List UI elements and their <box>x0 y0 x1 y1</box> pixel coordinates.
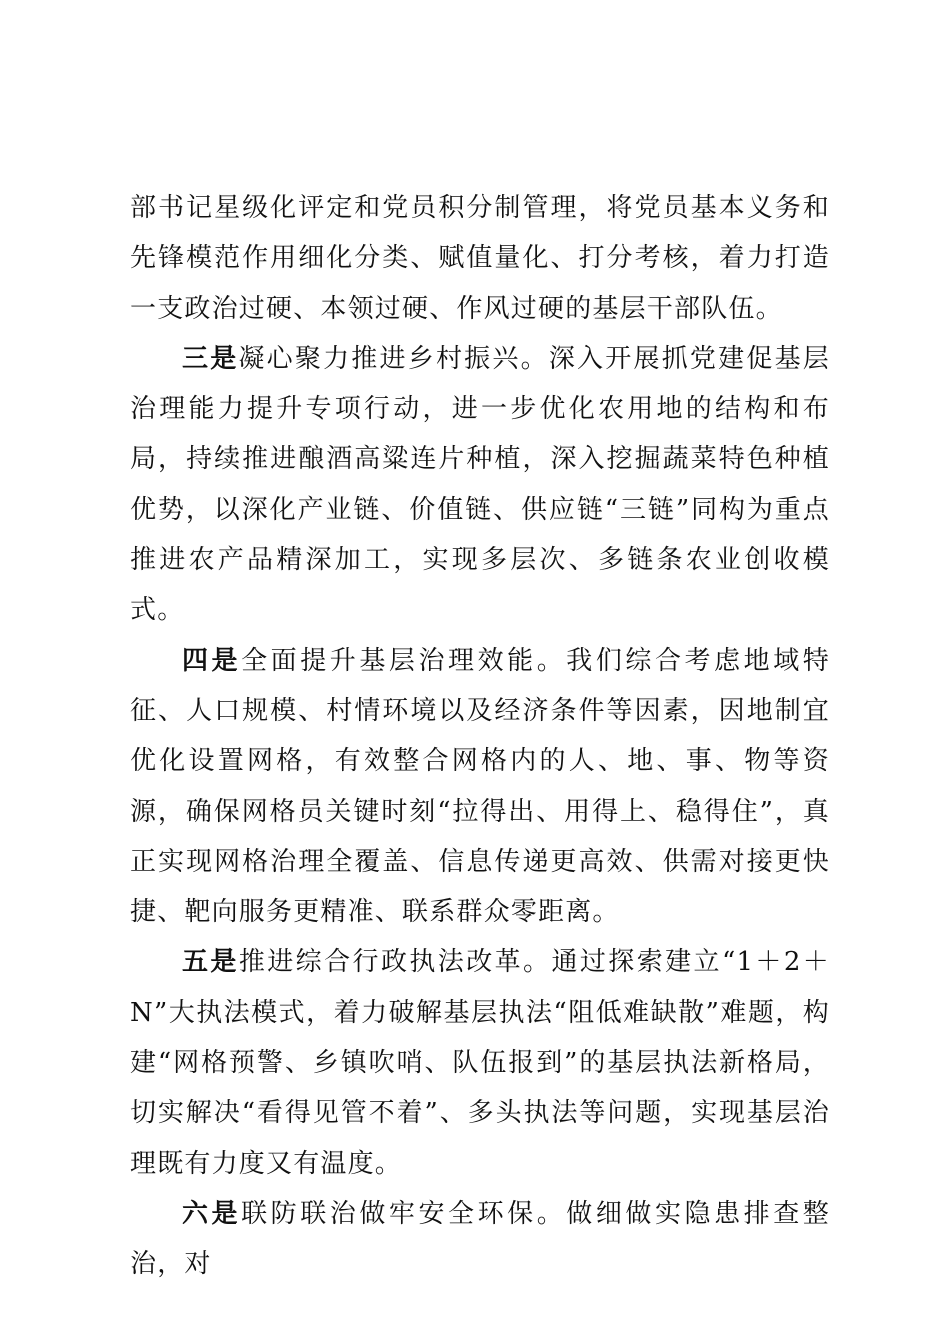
paragraph-continuation <box>130 183 830 334</box>
paragraph-five <box>130 937 830 1188</box>
paragraph-six <box>130 1189 830 1290</box>
paragraph-text: 凝心聚力推进乡村振兴。深入开展抓党建促基层治理能力提升专项行动，进一步优化农用地的结构和布局，持续推进酿酒高粱连片种植，深入挖掘蔬菜特色种植优势，以深化产业链、价值链、供应链“三链”同构为重点推进农产品精深加工，实现多层次、多链条农业创收模式。 <box>130 343 830 626</box>
paragraph-lead: 四是 <box>182 645 242 676</box>
paragraph-text: 全面提升基层治理效能。我们综合考虑地域特征、人口规模、村情环境以及经济条件等因素，因地制宜优化设置网格，有效整合网格内的人、地、事、物等资源，确保网格员关键时刻“拉得出、用得上、稳得住”，真正实现网格治理全覆盖、信息传递更高效、供需对接更快捷、靶向服务更精准、联系群众零距离。 <box>130 645 830 928</box>
paragraph-three <box>130 334 830 636</box>
paragraph-lead: 三是 <box>182 343 239 374</box>
body-text <box>130 183 830 1290</box>
paragraph-lead: 五是 <box>182 947 239 978</box>
paragraph-text: 部书记星级化评定和党员积分制管理，将党员基本义务和先锋模范作用细化分类、赋值量化、打分考核，着力打造一支政治过硬、本领过硬、作风过硬的基层干部队伍。 <box>130 193 830 324</box>
paragraph-text: 联防联治做牢安全环保。做细做实隐患排查整治，对 <box>130 1198 830 1280</box>
paragraph-text: 推进综合行政执法改革。通过探索建立“1＋2＋N”大执法模式，着力破解基层执法“阻低难缺散”难题，构建“网格预警、乡镇吹哨、队伍报到”的基层执法新格局，切实解决“看得见管不着”、多头执法等问题，实现基层治理既有力度又有温度。 <box>130 947 830 1179</box>
paragraph-four <box>130 636 830 938</box>
paragraph-lead: 六是 <box>182 1198 242 1229</box>
